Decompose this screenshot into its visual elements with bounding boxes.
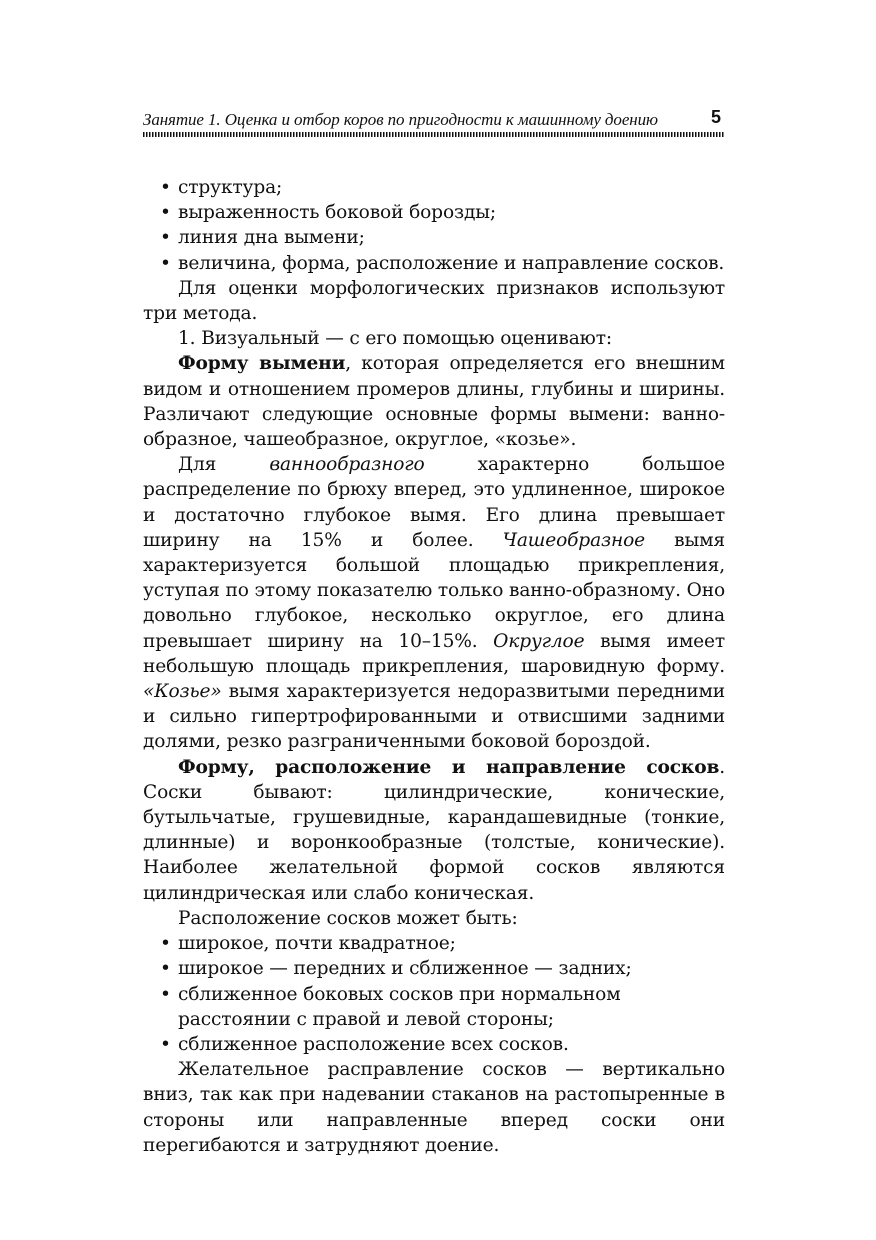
paragraph-methods: Для оценки морфологических признаков используют три метода. (143, 277, 725, 325)
paragraph-teats: Форму, расположение и направление сосков. Соски бывают: цилиндрические, конические, бутыльчатые, грушевидные, карандашевидные (тонкие, длинные) и воронкообразные (толстые, конические). Наиболее желательной формой сосков являются цилиндрическая или слабо коническая. (143, 756, 725, 904)
paragraph-location: Расположение сосков может быть: (178, 907, 518, 929)
italic-term: Чашеобразное (502, 529, 645, 551)
header-title: Занятие 1. Оценка и отбор коров по пригодности к машинному доению (143, 110, 658, 129)
list-item: • линия дна вымени; (143, 225, 725, 250)
bullet-icon: • (160, 227, 171, 249)
paragraph-visual: 1. Визуальный — с его помощью оценивают: (178, 328, 612, 350)
paragraph-udder-types: Для ваннообразного характерно большое распределение по брюху вперед, это удлиненное, широкое и достаточно глубокое вымя. Его длина превышает ширину на 15% и более. Чашеобразное вымя характеризуется большой площадью прикрепления, уступая по этому показателю только ванно-образному. Оно довольно глубокое, несколько округлое, его длина превышает ширину на 10–15%. Округлое вымя имеет небольшую площадь прикрепления, шаровидную форму. «Козье» вымя характеризуется недоразвитыми передними и сильно гипертрофированными и отвисшими задними долями, резко разграниченными боковой бороздой. (143, 454, 725, 753)
list-item: • выраженность боковой борозды; (143, 200, 725, 225)
italic-term: ваннообразного (269, 454, 425, 476)
udder-features-list (143, 175, 725, 276)
running-header (143, 103, 725, 133)
list-item: • сближенное боковых сосков при нормальном расстоянии с правой и левой стороны; (160, 983, 621, 1030)
list-item: • величина, форма, расположение и направление сосков. (143, 251, 725, 276)
page-number: 5 (710, 107, 721, 127)
list-item: • широкое — передних и сближенное — задних; (143, 956, 725, 981)
italic-term: «Козье» (143, 681, 222, 703)
header-rule (143, 132, 725, 137)
bullet-icon: • (160, 252, 171, 274)
bullet-icon: • (160, 933, 171, 955)
list-item: • структура; (143, 175, 725, 200)
paragraph-udder-form: Форму вымени, которая определяется его внешним видом и отношением промеров длины, глубины и ширины. Различают следующие основные формы вымени: ванно-образное, чашеобразное, округлое, «козье». (143, 353, 725, 451)
page-body (143, 175, 725, 1158)
bullet-icon: • (160, 202, 171, 224)
bullet-icon: • (160, 1033, 171, 1055)
bullet-icon: • (160, 983, 171, 1005)
bold-term: Форму вымени (178, 353, 346, 375)
teat-location-list (143, 931, 725, 1057)
bullet-icon: • (160, 958, 171, 980)
bullet-icon: • (160, 177, 171, 198)
italic-term: Округлое (493, 630, 585, 652)
list-item: • сближенное расположение всех сосков. (143, 1032, 725, 1057)
bold-term: Форму, расположение и направление сосков (178, 756, 720, 778)
list-item: • широкое, почти квадратное; (143, 931, 725, 956)
paragraph-direction: Желательное расправление сосков — вертикально вниз, так как при надевании стаканов на растопыренные в стороны или направленные вперед соски они перегибаются и затрудняют доение. (143, 1059, 725, 1156)
